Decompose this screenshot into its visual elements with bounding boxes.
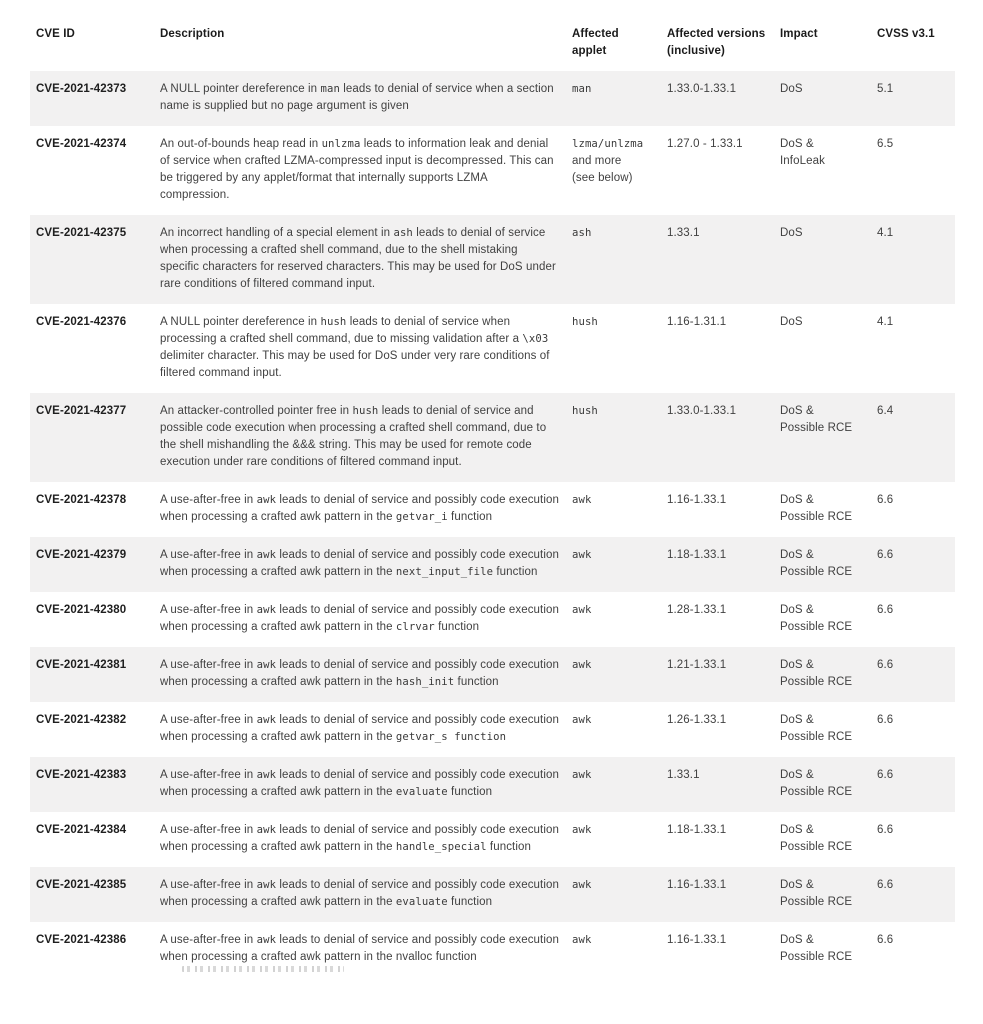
affected-versions-cell: 1.18-1.33.1 [667, 824, 727, 836]
impact-line: Possible RCE [780, 841, 853, 853]
table-row [30, 922, 955, 977]
affected-applet-cell [572, 537, 667, 592]
impact-line: Possible RCE [780, 566, 853, 578]
plain-text: A use-after-free in [160, 494, 257, 506]
impact-cell [780, 702, 877, 757]
plain-text: leads to denial of service and possibly code execution when processing a crafted awk pattern in the [160, 879, 559, 908]
affected-applet-cell [572, 647, 667, 702]
cvss-score-cell: 6.6 [877, 549, 894, 561]
plain-text: An attacker-controlled pointer free in [160, 405, 353, 417]
affected-versions-cell: 1.28-1.33.1 [667, 604, 727, 616]
cve-id-cell: CVE-2021-42379 [36, 549, 127, 561]
plain-text: leads to denial of service when a section name is supplied but no page argument is given [160, 83, 554, 112]
affected-applet-cell [572, 922, 667, 977]
cvss-score-cell: 6.6 [877, 714, 894, 726]
applet-line [572, 225, 657, 242]
impact-line: DoS & [780, 659, 814, 671]
cve-id-cell: CVE-2021-42378 [36, 494, 127, 506]
affected-applet-cell [572, 482, 667, 537]
inline-code-text: man [320, 83, 340, 95]
inline-code-text: evaluate [395, 786, 448, 798]
plain-text: An out-of-bounds heap read in [160, 138, 322, 150]
plain-text: A NULL pointer dereference in [160, 316, 321, 328]
impact-line: DoS & [780, 934, 814, 946]
affected-applet-cell [572, 71, 667, 126]
plain-text: leads to information leak and denial of service when crafted LZMA-compressed input is decompressed. This can be triggered by any applet/format that internally supports LZMA compression. [160, 138, 554, 201]
column-header-cvss [877, 26, 955, 71]
table-row [30, 537, 955, 592]
plain-text: A use-after-free in [160, 714, 257, 726]
column-header-label: Impact [780, 28, 818, 40]
cve-id-cell: CVE-2021-42384 [36, 824, 127, 836]
plain-text: function [454, 676, 499, 688]
description-cell [160, 867, 572, 922]
cvss-score-cell: 6.6 [877, 934, 894, 946]
column-header-impact [780, 26, 877, 71]
description-cell [160, 482, 572, 537]
impact-cell [780, 757, 877, 812]
inline-code-text: ash [572, 227, 592, 239]
affected-applet-cell [572, 757, 667, 812]
impact-cell [780, 215, 877, 304]
cve-id-cell: CVE-2021-42375 [36, 227, 127, 239]
inline-code-text: hush [352, 405, 379, 417]
description-cell [160, 126, 572, 215]
impact-line: DoS & [780, 769, 814, 781]
inline-code-text: unlzma [321, 138, 361, 150]
cve-id-cell: CVE-2021-42383 [36, 769, 127, 781]
affected-versions-cell: 1.21-1.33.1 [667, 659, 727, 671]
cvss-score-cell: 6.6 [877, 604, 894, 616]
affected-applet-cell [572, 215, 667, 304]
plain-text: leads to denial of service and possibly code execution when processing a crafted awk pattern in the [160, 714, 559, 743]
impact-line: Possible RCE [780, 422, 853, 434]
column-header-label: CVSS v3.1 [877, 28, 935, 40]
description-cell [160, 537, 572, 592]
impact-cell [780, 393, 877, 482]
column-header-label: (inclusive) [667, 45, 725, 57]
table-row [30, 126, 955, 215]
plain-text: function [486, 841, 531, 853]
applet-line [572, 602, 657, 619]
inline-code-text: ash [393, 227, 413, 239]
plain-text: A use-after-free in [160, 659, 257, 671]
table-row [30, 71, 955, 126]
applet-line [572, 712, 657, 729]
affected-versions-cell: 1.33.0-1.33.1 [667, 83, 737, 95]
impact-line: DoS & [780, 138, 814, 150]
impact-line: Possible RCE [780, 621, 853, 633]
inline-code-text: awk [256, 824, 277, 836]
column-header-label: Affected [572, 28, 619, 40]
plain-text: A use-after-free in [160, 934, 257, 946]
description-cell [160, 647, 572, 702]
description-cell [160, 702, 572, 757]
column-header-label: applet [572, 45, 607, 57]
impact-cell [780, 126, 877, 215]
description-cell [160, 592, 572, 647]
affected-applet-cell [572, 702, 667, 757]
plain-text: function [434, 621, 480, 633]
applet-line [572, 822, 657, 839]
cvss-score-cell: 6.6 [877, 769, 894, 781]
impact-cell [780, 482, 877, 537]
cvss-score-cell: 5.1 [877, 83, 894, 95]
plain-text: function [447, 511, 493, 523]
cvss-score-cell: 6.6 [877, 494, 894, 506]
inline-code-text: awk [572, 494, 592, 506]
affected-versions-cell: 1.16-1.33.1 [667, 494, 727, 506]
affected-applet-cell [572, 812, 667, 867]
table-row [30, 647, 955, 702]
inline-code-text: \x03 [522, 333, 549, 345]
inline-code-text: hush [320, 316, 347, 328]
cve-id-cell: CVE-2021-42385 [36, 879, 127, 891]
cvss-score-cell: 4.1 [877, 316, 894, 328]
affected-applet-cell [572, 126, 667, 215]
table-row [30, 482, 955, 537]
inline-code-text: awk [572, 549, 592, 561]
plain-text: A use-after-free in [160, 604, 257, 616]
impact-line: DoS & [780, 549, 814, 561]
inline-code-text: next_input_file [395, 566, 494, 578]
plain-text: An incorrect handling of a special element in [160, 227, 394, 239]
applet-line [572, 403, 657, 420]
affected-versions-cell: 1.16-1.33.1 [667, 879, 727, 891]
plain-text: A use-after-free in [160, 549, 257, 561]
inline-code-text: lzma/unlzma [572, 138, 644, 150]
column-header-label: CVE ID [36, 28, 75, 40]
inline-code-text: awk [256, 714, 277, 726]
affected-versions-cell: 1.26-1.33.1 [667, 714, 727, 726]
impact-cell [780, 867, 877, 922]
impact-line: Possible RCE [780, 731, 853, 743]
affected-versions-cell: 1.33.0-1.33.1 [667, 405, 737, 417]
inline-code-text: hush [572, 405, 598, 417]
impact-line: Possible RCE [780, 896, 853, 908]
description-cell [160, 757, 572, 812]
applet-line [572, 657, 657, 674]
inline-code-text: awk [256, 494, 277, 506]
table-row [30, 304, 955, 393]
plain-text: function [447, 896, 493, 908]
table-row [30, 393, 955, 482]
description-cell [160, 812, 572, 867]
affected-versions-cell: 1.33.1 [667, 769, 700, 781]
affected-versions-cell: 1.16-1.33.1 [667, 934, 727, 946]
cve-id-cell: CVE-2021-42382 [36, 714, 127, 726]
impact-line: DoS & [780, 824, 814, 836]
cvss-score-cell: 6.6 [877, 824, 894, 836]
inline-code-text: getvar_s function [395, 731, 507, 743]
applet-line [572, 136, 657, 153]
affected-versions-cell: 1.18-1.33.1 [667, 549, 727, 561]
plain-text: leads to denial of service and possibly code execution when processing a crafted awk pattern in the [160, 494, 559, 523]
affected-versions-cell: 1.27.0 - 1.33.1 [667, 138, 743, 150]
affected-applet-cell [572, 304, 667, 393]
plain-text: leads to denial of service and possible code execution when processing a crafted shell command, due to the shell mishandling the &&& string. This may be used for remote code execution under rare conditions of filtered command input. [160, 405, 547, 468]
impact-line: DoS & [780, 879, 814, 891]
cvss-score-cell: 6.4 [877, 405, 894, 417]
inline-code-text: awk [572, 824, 592, 836]
affected-versions-cell: 1.33.1 [667, 227, 700, 239]
affected-applet-cell [572, 592, 667, 647]
inline-code-text: awk [256, 879, 277, 891]
column-header-versions [667, 26, 780, 71]
impact-cell [780, 537, 877, 592]
impact-line: Possible RCE [780, 786, 853, 798]
plain-text: (see below) [572, 172, 633, 184]
inline-code-text: awk [572, 714, 592, 726]
column-header-applet [572, 26, 667, 71]
applet-line [572, 314, 657, 331]
inline-code-text: awk [256, 934, 277, 946]
plain-text: and more [572, 155, 622, 167]
impact-cell [780, 812, 877, 867]
affected-versions-cell: 1.16-1.31.1 [667, 316, 727, 328]
impact-line: Possible RCE [780, 951, 853, 963]
cve-table [30, 26, 955, 977]
impact-cell [780, 922, 877, 977]
inline-code-text: hash_init [395, 676, 455, 688]
table-row [30, 757, 955, 812]
table-row [30, 215, 955, 304]
inline-code-text: clrvar [395, 621, 435, 633]
inline-code-text: awk [572, 659, 592, 671]
inline-code-text: awk [572, 769, 592, 781]
plain-text: A use-after-free in [160, 769, 257, 781]
inline-code-text: handle_special [395, 841, 487, 853]
inline-code-text: awk [572, 934, 592, 946]
applet-line [572, 547, 657, 564]
table-row [30, 812, 955, 867]
plain-text: function [447, 786, 493, 798]
plain-text: leads to denial of service and possibly code execution when processing a crafted awk pattern in the [160, 769, 559, 798]
plain-text: A use-after-free in [160, 824, 257, 836]
cve-id-cell: CVE-2021-42381 [36, 659, 127, 671]
inline-code-text: awk [256, 769, 277, 781]
column-header-label: Affected versions [667, 28, 766, 40]
cvss-score-cell: 4.1 [877, 227, 894, 239]
affected-applet-cell [572, 867, 667, 922]
cvss-score-cell: 6.6 [877, 879, 894, 891]
impact-line: Possible RCE [780, 676, 853, 688]
impact-line: InfoLeak [780, 155, 825, 167]
description-cell [160, 304, 572, 393]
impact-line: DoS & [780, 405, 814, 417]
plain-text: function [493, 566, 538, 578]
plain-text: leads to denial of service and possibly code execution when processing a crafted awk pattern in the [160, 824, 559, 853]
description-cell [160, 215, 572, 304]
table-row [30, 867, 955, 922]
impact-cell [780, 304, 877, 393]
cvss-score-cell: 6.6 [877, 659, 894, 671]
cvss-score-cell: 6.5 [877, 138, 894, 150]
description-cell [160, 393, 572, 482]
applet-line [572, 492, 657, 509]
inline-code-text: awk [256, 604, 277, 616]
cve-id-cell: CVE-2021-42377 [36, 405, 127, 417]
plain-text: A use-after-free in [160, 879, 257, 891]
impact-line: Possible RCE [780, 511, 853, 523]
inline-code-text: hush [572, 316, 598, 328]
applet-line [572, 932, 657, 949]
plain-text: leads to denial of service when processing a crafted shell command, due to missing validation after a [160, 316, 523, 345]
applet-line [572, 153, 657, 170]
inline-code-text: awk [572, 879, 592, 891]
impact-line: DoS [780, 83, 803, 95]
inline-code-text: man [572, 83, 592, 95]
cve-id-cell: CVE-2021-42376 [36, 316, 127, 328]
plain-text: leads to denial of service and possibly code execution when processing a crafted awk pattern in the [160, 549, 559, 578]
plain-text: leads to denial of service and possibly code execution when processing a crafted awk pattern in the nvalloc function [160, 934, 559, 963]
cve-id-cell: CVE-2021-42380 [36, 604, 127, 616]
applet-line [572, 170, 657, 187]
plain-text: delimiter character. This may be used for DoS under very rare conditions of filtered command input. [160, 350, 550, 379]
impact-cell [780, 71, 877, 126]
affected-applet-cell [572, 393, 667, 482]
inline-code-text: awk [572, 604, 592, 616]
table-body [30, 71, 955, 977]
impact-line: DoS & [780, 714, 814, 726]
cve-id-cell: CVE-2021-42374 [36, 138, 127, 150]
impact-line: DoS [780, 227, 803, 239]
inline-code-text: evaluate [395, 896, 448, 908]
applet-line [572, 877, 657, 894]
impact-line: DoS & [780, 494, 814, 506]
impact-cell [780, 592, 877, 647]
plain-text: leads to denial of service and possibly code execution when processing a crafted awk pattern in the [160, 604, 559, 633]
applet-line [572, 81, 657, 98]
cve-id-cell: CVE-2021-42386 [36, 934, 127, 946]
column-header-description [160, 26, 572, 71]
inline-code-text: awk [256, 549, 277, 561]
clipped-text-fragment [182, 966, 344, 972]
plain-text: leads to denial of service and possibly code execution when processing a crafted awk pattern in the [160, 659, 559, 688]
plain-text: leads to denial of service when processing a crafted shell command, due to the shell mistaking specific characters for reserved characters. This may be used for DoS under rare conditions of filtered command input. [160, 227, 556, 290]
impact-cell [780, 647, 877, 702]
table-row [30, 592, 955, 647]
plain-text: A NULL pointer dereference in [160, 83, 321, 95]
impact-line: DoS & [780, 604, 814, 616]
description-cell [160, 71, 572, 126]
column-header-label: Description [160, 28, 225, 40]
table-header-row [30, 26, 955, 71]
column-header-cve_id [30, 26, 160, 71]
inline-code-text: awk [256, 659, 277, 671]
inline-code-text: getvar_i [395, 511, 448, 523]
impact-line: DoS [780, 316, 803, 328]
table-row [30, 702, 955, 757]
cve-id-cell: CVE-2021-42373 [36, 83, 127, 95]
applet-line [572, 767, 657, 784]
